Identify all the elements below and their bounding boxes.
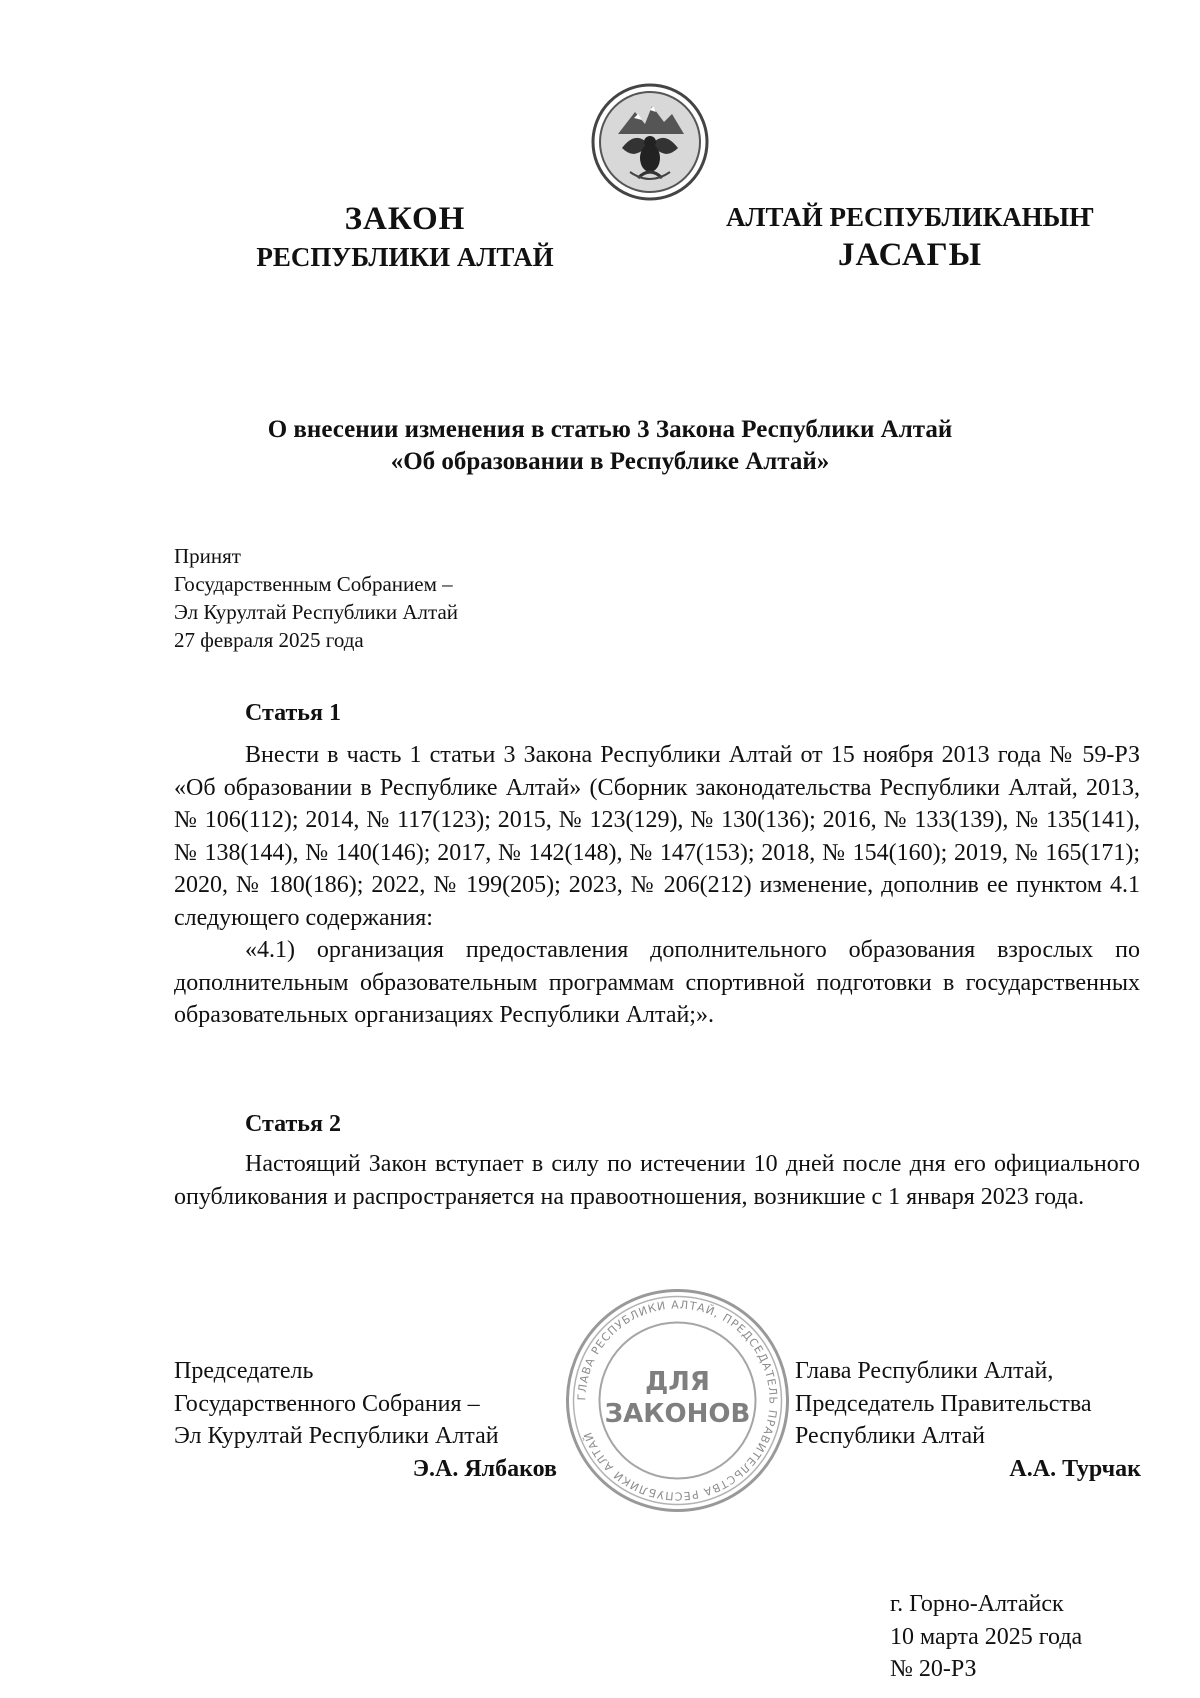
article-1-body bbox=[174, 739, 1140, 1032]
article-1-paragraph-2: «4.1) организация предоставления дополнительного образования взрослых по дополнительным образовательным программам спортивной подготовки в государственных образовательных организациях Республики Алтай;». bbox=[174, 937, 1140, 1028]
header-left-title: ЗАКОН bbox=[344, 201, 466, 237]
signature-left-line2: Государственного Собрания – bbox=[174, 1390, 480, 1417]
adoption-line3: Эл Курултай Республики Алтай bbox=[174, 600, 459, 624]
stamp-center-line1: ДЛЯ bbox=[645, 1367, 710, 1397]
signature-right-line1: Глава Республики Алтай, bbox=[795, 1358, 1054, 1384]
header-right bbox=[700, 198, 1120, 274]
signature-right bbox=[795, 1355, 1141, 1485]
signature-left-line3: Эл Курултай Республики Алтай bbox=[174, 1423, 499, 1449]
article-2-body bbox=[174, 1148, 1140, 1213]
adoption-date: 27 февраля 2025 года bbox=[174, 628, 364, 652]
signature-left bbox=[174, 1355, 557, 1485]
article-1-paragraph-1: Внести в часть 1 статьи 3 Закона Республики Алтай от 15 ноября 2013 года № 59-РЗ «Об образовании в Республике Алтай» (Сборник законодательства Республики Алтай, 2013, № 106(112); 2014, № 117(123); 2015, № 123(129), № 130(136); 2016, № 133(139), № 135(141), № 138(144), № 140(146); 2017, № 142(148), № 147(153); 2018, № 154(160); 2019, № 165(171); 2020, № 180(186); 2022, № 199(205); 2023, № 206(212) изменение, дополнив ее пунктом 4.1 следующего содержания: bbox=[174, 742, 1140, 931]
signature-left-line1: Председатель bbox=[174, 1358, 314, 1384]
header-left bbox=[205, 200, 605, 276]
stamp-ring-text: ГЛАВА РЕСПУБЛИКИ АЛТАЙ, ПРЕДСЕДАТЕЛЬ ПРАВИТЕЛЬСТВА РЕСПУБЛИКИ АЛТАЙ bbox=[575, 1298, 780, 1503]
article-2-paragraph-1: Настоящий Закон вступает в силу по истечении 10 дней после дня его официального опубликования и распространяется на правоотношения, возникшие с 1 января 2023 года. bbox=[174, 1151, 1140, 1210]
signature-right-name: А.А. Турчак bbox=[1009, 1455, 1141, 1482]
law-title bbox=[180, 414, 1040, 478]
adoption-line2: Государственным Собранием – bbox=[174, 572, 453, 596]
signature-right-line2: Председатель Правительства bbox=[795, 1390, 1092, 1417]
footer-city: г. Горно-Алтайск bbox=[890, 1591, 1064, 1617]
law-title-line2: «Об образовании в Республике Алтай» bbox=[390, 448, 830, 475]
header-right-subtitle: ЈАСАГЫ bbox=[837, 237, 983, 273]
article-2-heading: Статья 2 bbox=[245, 1111, 341, 1137]
stamp-center-line2: ЗАКОНОВ bbox=[604, 1399, 751, 1429]
footer-date: 10 марта 2025 года bbox=[890, 1623, 1083, 1650]
footer-number: № 20-РЗ bbox=[890, 1656, 977, 1682]
signature-right-line3: Республики Алтай bbox=[795, 1423, 985, 1449]
place-date-number bbox=[890, 1588, 1082, 1686]
adoption-line1: Принят bbox=[174, 544, 241, 568]
official-stamp-icon bbox=[565, 1288, 790, 1513]
republic-emblem-icon bbox=[590, 82, 710, 202]
header-right-title: АЛТАЙ РЕСПУБЛИКАНЫҤ bbox=[725, 202, 1095, 232]
header-left-subtitle: РЕСПУБЛИКИ АЛТАЙ bbox=[256, 242, 554, 272]
signature-left-name: Э.А. Ялбаков bbox=[412, 1455, 557, 1482]
adoption-block bbox=[174, 542, 458, 654]
article-1-heading: Статья 1 bbox=[245, 700, 341, 726]
law-title-line1: О внесении изменения в статью 3 Закона Республики Алтай bbox=[267, 416, 953, 443]
